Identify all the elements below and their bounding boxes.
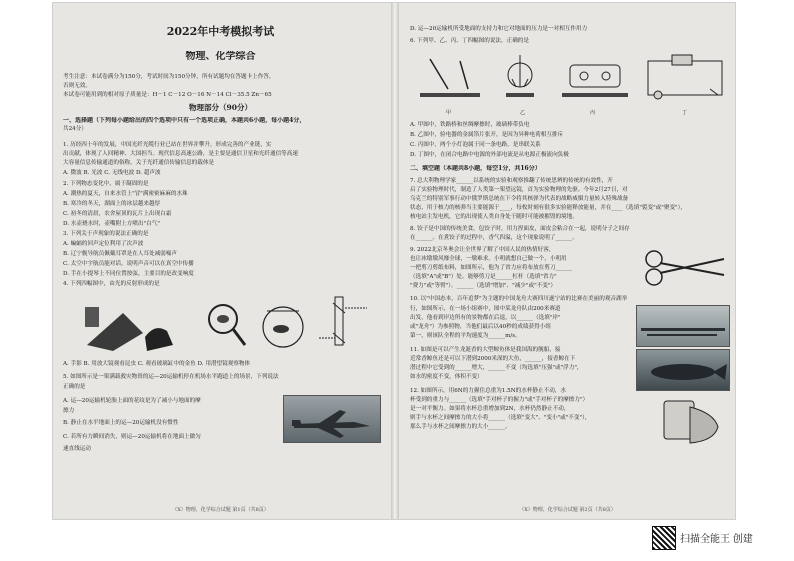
question-line: 12. 如图所示，用6N的力握住总重为1.5N的水杯静止不动，水 [410,388,566,394]
question-line: 则手与水杯之间摩擦力的大小将______（选填"变大"、"变小"或"不变"）， [410,415,591,421]
question-line: 共24分） [63,126,87,132]
question-line: 正确的是 [63,384,86,390]
q6-figures [410,49,728,109]
exam-title: 2022年中考模拟考试 [166,25,275,38]
right-page [400,3,735,519]
question-line: A. 蝙蝠的回声定位利用了次声波 [63,241,144,247]
question-line: A. 微波 B. 光波 C. 无线电波 D. 超声波 [63,170,161,176]
question-line: 第一，则该队全程的平均速度为______m/s。 [410,333,521,339]
question-line: A. 潮热的夏天，自来水管上"冒"满密密麻麻的水珠 [63,191,188,197]
option-line: B. 乙图中，验电器的金属箔片张开，是因为异种电荷相互排斥 [410,132,564,138]
question-line: D. 水壶烧水时，壶嘴附上方喷出"白气" [63,221,160,227]
question-line: 速直线运动 [63,446,91,452]
question-line: C. 若所有力瞬间消失，则运—20运输机将在地面上做匀 [63,434,201,440]
fishbowl-figure [263,307,303,347]
question-line: B. 静止在水平地面上的运—20运输机没有惯性 [63,420,179,426]
periscope-figure [319,297,367,345]
question-line: 出贡献，体现了人回精神、大国担当。现代信息高速公路，是主要是通信卫星和光纤通信等高速 [63,151,298,157]
qr-code-icon [652,526,676,550]
magnifier-figure [209,305,245,345]
question-line: 6. 下列甲、乙、丙、丁四幅图的说法，正确的是 [410,38,529,44]
question-line: 出发，他看到岸边所有的景物都在后退，以______（选填"岸" [410,315,561,321]
q4-figures [83,293,373,355]
question-line: 8. 饺子是中国的传统美食，包饺子时，用力捏面皮，面皮会粘合在一起，说明分子之间存 [410,226,630,232]
figure-bing [562,65,628,97]
question-line: 5. 如图所示是一架满载救灾物资的运—20运输机停在机场水平跑道上的场景，下列说法 [63,374,279,380]
question-line: 一把剪刀剪纸布料，如图所示，他为了省力应将布放在剪刀______ [410,265,573,271]
notice-line: 考生注意：本试卷满分为150分，考试时间为150分钟，所有试题均在答题卡上作答， [63,74,275,80]
figure-ding [648,55,722,99]
question-line: 潜过程中它受到的______增大，______不变（均选填"压强"或"浮力"， [410,365,583,371]
question-line: （选填"A"或"B"）处。能够剪刀是______杠杆（选填"省力" [410,274,557,280]
question-line: 如水的密度不变，体积不变） [410,374,483,380]
question-line: 行，如图所示，在一场小组赛中，图中某龙舟队由200米赛道 [410,306,561,312]
exam-sheet [52,2,736,520]
figure-label: 乙 [520,110,526,116]
question-line: 那么手与水杯之间摩擦力的大小______。 [410,424,511,430]
question-line: 1. 历经四十年的发展，中国光纤光缆行业已站在世界并攀升，形成完善的产业链，实 [63,142,272,148]
question-line: 在______。在煮饺子的过程中，香气四溢，这个现象说明了______。 [410,235,578,241]
figure-label: 丁 [682,110,688,116]
dragon-boat-photo [636,305,730,347]
question-line: 也让冰墩墩风靡全球，一墩难求。小明就想自己做一个，小明用 [410,256,567,262]
figure-yi [506,55,534,97]
question-line: 核电站主发电机，它的出现使人类自身处于随时可能被摧毁的境地。 [410,214,578,220]
question-line: 2. 下列物态变化中，属于凝固的是 [63,181,149,187]
question-line: 启了实验物理时代，制造了人类第一架望远镜，首为实验物理的先驱。今年2月27日，对 [410,187,628,193]
question-line: 是一对平衡力。如果将水杯总重增加到2N，水杯仍然静止不动， [410,406,570,412]
question-line: 11. 如图是可以产生龙涎香的大型鲸鱼体是我国海的舰船，接 [410,347,561,353]
figure-label: 丙 [590,110,596,116]
scissors-figure [640,247,728,287]
scanner-watermark: 扫描全能王 创建 [680,534,753,545]
question-line: 一、选择题（下列每小题给出的四个选项中只有一个选项正确，本题共6小题，每小题4分， [63,117,306,124]
figure-label: 甲 [446,110,452,116]
question-line: 10. 以"中国态本，百年追梦"为主题的中国龙舟大赛四川遂宁站的比赛在美丽的观音湖举 [410,296,628,302]
question-line: C. 太空中宇航员能对话，说明声音可以在真空中传播 [63,261,194,267]
question-line: 或"龙舟"）为参照物，当他们最后以40秒的成绩获得小组 [410,324,551,330]
option-line: A. 甲图中，铁路桥和丝绸摩擦时，玻璃棒带负电 [410,122,530,128]
whale-photo [636,349,730,391]
notice-line: 否则无效。 [63,83,91,89]
question-line: 4. 下列四幅图中，由光的反射形成的是 [63,281,160,287]
question-line: 状态，用于核力的核弹当主要能源于____，每枚时刻有很多实验能释放能量，并在____（选填"裂变"或"聚变"）， [410,205,686,211]
figure-jia [420,59,480,97]
section-heading: 二、填空题（本题共8小题，每空1分，共16分） [410,165,541,172]
page-footer: （X）物理、化学综合试题 第1页（共8页） [172,507,269,513]
question-line: D. 运—20运输机所受地面的支持力和它对地面的压力是一对相互作用力 [410,26,588,32]
shadow-figure [85,307,173,351]
question-line: 7. 总大利物理学家______以系统的实验和观察推翻了传统思辨的传统的有效性，开 [410,178,613,184]
question-line: C. 初冬的清晨，农舍屋顶的瓦片上出现白霜 [63,211,172,217]
question-line: 9. 2022北京冬奥会让全世界了解了中国人民的热情好客， [410,247,555,253]
aircraft-photo [283,395,381,443]
q4-options: A. 手影 B. 用放大镜观看昆虫 C. 观看玻璃缸中的金鱼 D. 用潜望镜观察物体 [63,361,251,367]
option-line: D. 丁图中，在闭合电路中电源的外部电流是从电源正极流向负极 [410,152,569,158]
question-line: 3. 下列关于声现象的说法正确的是 [63,231,149,237]
question-line: B. 辽宁舰导航员佩戴耳罩是在人耳处减弱噪声 [63,251,177,257]
question-line: A. 运—20运输机轮胎上面的花纹是为了减小与地面的摩 [63,398,201,404]
question-line: D. 手在小提琴上不同位置按弦，主要目的是改变响度 [63,271,194,277]
exam-subtitle: 物理、化学综合 [185,51,256,62]
question-line: B. 寒冷的冬天，湖面上的冰层越来越厚 [63,201,161,207]
page-footer: （X）物理、化学综合试题 第2页（共8页） [519,507,616,513]
cup-in-hand-figure [650,393,728,445]
left-page [53,3,388,519]
question-line: 杯受到的重力与______（选填"手对杯子的握力"或"手对杯子的摩擦力"） [410,397,589,403]
notice-line: 本试卷可能用到的相对原子质量是：H－1 C－12 O－16 N－14 Cl－35.5 Zn－65 [63,92,272,98]
option-line: C. 丙图中，两个小灯泡属于同一条电路，是串联关系 [410,142,541,148]
page-gutter [391,3,399,519]
section-heading: 物理部分（90分） [189,103,252,112]
question-line: 擦力 [63,408,75,414]
question-line: "费力"或"等臂"）。______（选填"增加"、"减少"或"不变"） [410,283,556,289]
question-line: 乌克兰的特别军事行动中俄罗斯总统在下令将其核弹为代表的战略威慑力量转入特殊战备 [410,196,629,202]
question-line: 近常香鲸鱼还是可以下潜到2000米深的大鱼，______，接香鲸在下 [410,356,576,362]
question-line: 大容量信息传输通道的俗称，关于光纤通信传输信息的载体是 [63,160,215,166]
